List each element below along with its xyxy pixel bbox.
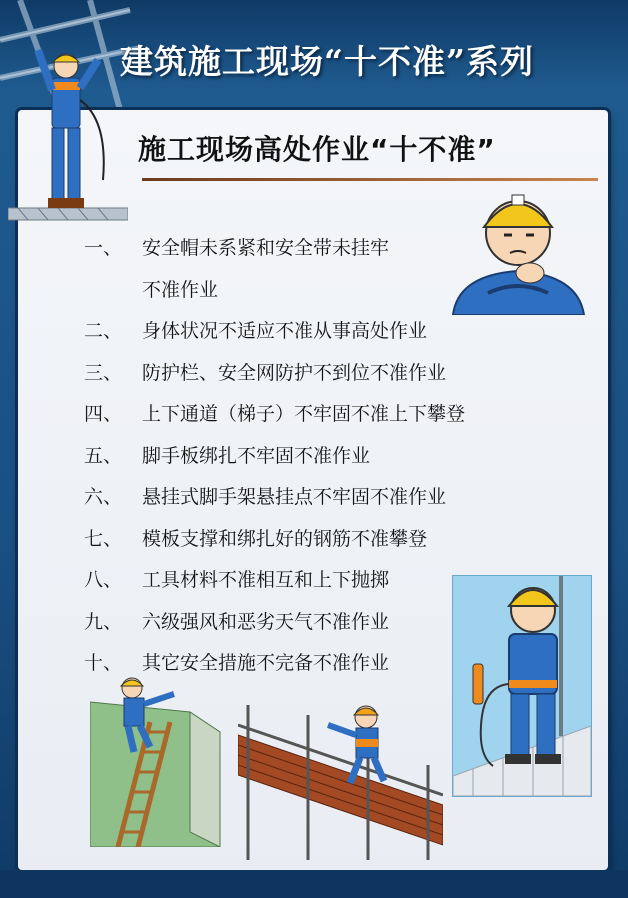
rule-item-7 bbox=[84, 517, 524, 559]
ladder-climbing-illustration bbox=[90, 672, 230, 847]
rule-number: 二、 bbox=[84, 320, 123, 343]
rule-number: 七、 bbox=[84, 527, 123, 550]
harness-worker-illustration bbox=[453, 576, 591, 796]
rule-item-6 bbox=[84, 475, 524, 517]
title-underline bbox=[142, 178, 598, 181]
rule-text: 其它安全措施不完备不准作业 bbox=[142, 652, 390, 675]
rule-text: 六级强风和恶劣天气不准作业 bbox=[142, 610, 390, 633]
panel-title: 施工现场高处作业“十不准” bbox=[138, 133, 496, 166]
rule-number: 八、 bbox=[84, 569, 123, 592]
rule-text: 不准作业 bbox=[142, 278, 219, 301]
rule-item-3 bbox=[84, 351, 524, 393]
rule-number: 三、 bbox=[84, 361, 123, 384]
rule-text: 安全帽未系紧和安全带未挂牢 bbox=[142, 237, 390, 260]
rule-item-1-continued bbox=[84, 268, 524, 310]
series-title: 建筑施工现场“十不准”系列 bbox=[120, 42, 534, 81]
rule-item-4 bbox=[84, 392, 524, 434]
rule-number: 一、 bbox=[84, 237, 123, 260]
rule-number: 六、 bbox=[84, 486, 123, 509]
worker-on-beam-illustration bbox=[8, 30, 128, 230]
rule-text: 工具材料不准相互和上下抛掷 bbox=[142, 569, 390, 592]
rule-item-5 bbox=[84, 434, 524, 476]
rule-number: 十、 bbox=[84, 652, 123, 675]
harness-worker-panel bbox=[452, 575, 592, 797]
rule-text: 模板支撑和绑扎好的钢筋不准攀登 bbox=[142, 527, 428, 550]
bottom-border bbox=[0, 870, 628, 898]
rule-text: 上下通道（梯子）不牢固不准上下攀登 bbox=[142, 403, 466, 426]
rule-number: 五、 bbox=[84, 444, 123, 467]
rule-item-2 bbox=[84, 309, 524, 351]
rule-item-1 bbox=[84, 226, 524, 268]
rule-text: 脚手板绑扎不牢固不准作业 bbox=[142, 444, 371, 467]
rule-number: 九、 bbox=[84, 610, 123, 633]
scaffold-worker-illustration bbox=[238, 695, 443, 860]
rule-text: 悬挂式脚手架悬挂点不牢固不准作业 bbox=[142, 486, 447, 509]
rule-number: 四、 bbox=[84, 403, 123, 426]
rule-text: 身体状况不适应不准从事高处作业 bbox=[142, 320, 428, 343]
rule-text: 防护栏、安全网防护不到位不准作业 bbox=[142, 361, 447, 384]
